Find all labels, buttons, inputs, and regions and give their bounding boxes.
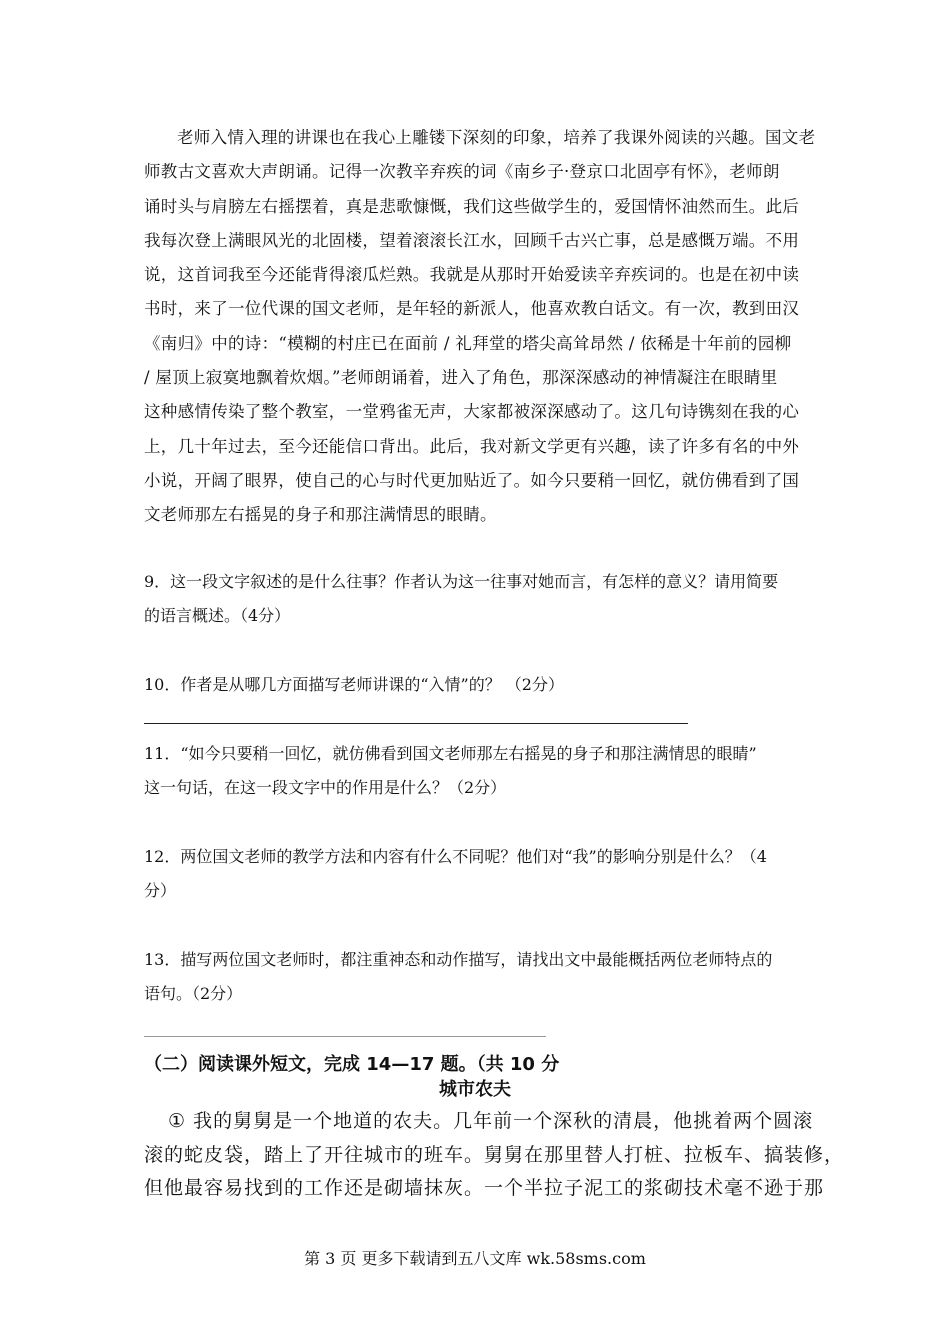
story-line: ① 我的舅舅是一个地道的农夫。几年前一个深秋的清晨，他挑着两个圆滚 (168, 1110, 814, 1132)
question-10 (144, 668, 808, 702)
question-text: 分） (144, 881, 177, 900)
question-12 (144, 840, 808, 908)
passage-paragraph (144, 121, 816, 533)
question-9 (144, 565, 808, 633)
passage-line: 《南归》中的诗：“模糊的村庄已在面前 / 礼拜堂的塔尖高耸昂然 / 依稀是十年前的园柳 (144, 333, 792, 353)
passage-line: 小说，开阔了眼界，使自己的心与时代更加贴近了。如今只要稍一回忆，就仿佛看到了国 (144, 470, 800, 490)
question-text: 11．“如今只要稍一回忆，就仿佛看到国文老师那左右摇晃的身子和那注满情思的眼睛” (144, 744, 757, 763)
question-text: 13．描写两位国文老师时，都注重神态和动作描写，请找出文中最能概括两位老师特点的 (144, 950, 773, 969)
passage-line: 师教古文喜欢大声朗诵。记得一次教辛弃疾的词《南乡子·登京口北固亭有怀》，老师朗 (144, 162, 780, 182)
question-text: 语句。（2分） (144, 984, 243, 1003)
story-line: 但他最容易找到的工作还是砌墙抹灰。一个半拉子泥工的浆砌技术毫不逊于那 (144, 1177, 825, 1199)
story-line: 滚的蛇皮袋，踏上了开往城市的班车。舅舅在那里替人打桩、拉板车、搞装修， (144, 1143, 845, 1166)
question-text: 9．这一段文字叙述的是什么往事？作者认为这一往事对她而言，有怎样的意义？请用简要 (144, 572, 779, 591)
passage-line: 我每次登上满眼风光的北固楼，望着滚滚长江水，回顾千古兴亡事，总是感慨万端。不用 (144, 230, 800, 250)
question-text: 10．作者是从哪几方面描写老师讲课的“入情”的？ （2分） (144, 675, 564, 694)
page-footer: 第 3 页 更多下载请到五八文库 wk.58sms.com (304, 1249, 646, 1268)
section-divider (144, 1036, 546, 1037)
passage-line: / 屋顶上寂寞地飘着炊烟。”老师朗诵着，进入了角色，那深深感动的神情凝注在眼睛里 (144, 368, 778, 388)
story-title: 城市农夫 (439, 1079, 511, 1100)
story-paragraph (144, 1105, 845, 1206)
question-11 (144, 737, 808, 805)
question-text: 的语言概述。（4分） (144, 606, 291, 625)
passage-line: 书时，来了一位代课的国文老师，是年轻的新派人，他喜欢教白话文。有一次，教到田汉 (144, 299, 800, 319)
passage-line: 上，几十年过去，至今还能信口背出。此后，我对新文学更有兴趣，读了许多有名的中外 (144, 436, 800, 456)
section-title: （二）阅读课外短文，完成 14—17 题。（共 10 分 (144, 1054, 560, 1075)
passage-line: 说，这首词我至今还能背得滚瓜烂熟。我就是从那时开始爱读辛弃疾词的。也是在初中读 (144, 265, 800, 285)
passage-line: 文老师那左右摇晃的身子和那注满情思的眼睛。 (144, 505, 497, 525)
question-13 (144, 943, 808, 1011)
question-text: 这一句话，在这一段文字中的作用是什么？（2分） (144, 778, 507, 797)
passage-line: 诵时头与肩膀左右摇摆着，真是悲歌慷慨，我们这些做学生的，爱国情怀油然而生。此后 (144, 196, 800, 216)
answer-line (144, 723, 688, 724)
passage-line: 老师入情入理的讲课也在我心上雕镂下深刻的印象，培养了我课外阅读的兴趣。国文老 (177, 128, 816, 147)
question-text: 12．两位国文老师的教学方法和内容有什么不同呢？他们对“我”的影响分别是什么？（4 (144, 847, 767, 866)
passage-line: 这种感情传染了整个教室，一堂鸦雀无声，大家都被深深感动了。这几句诗镌刻在我的心 (144, 402, 800, 422)
